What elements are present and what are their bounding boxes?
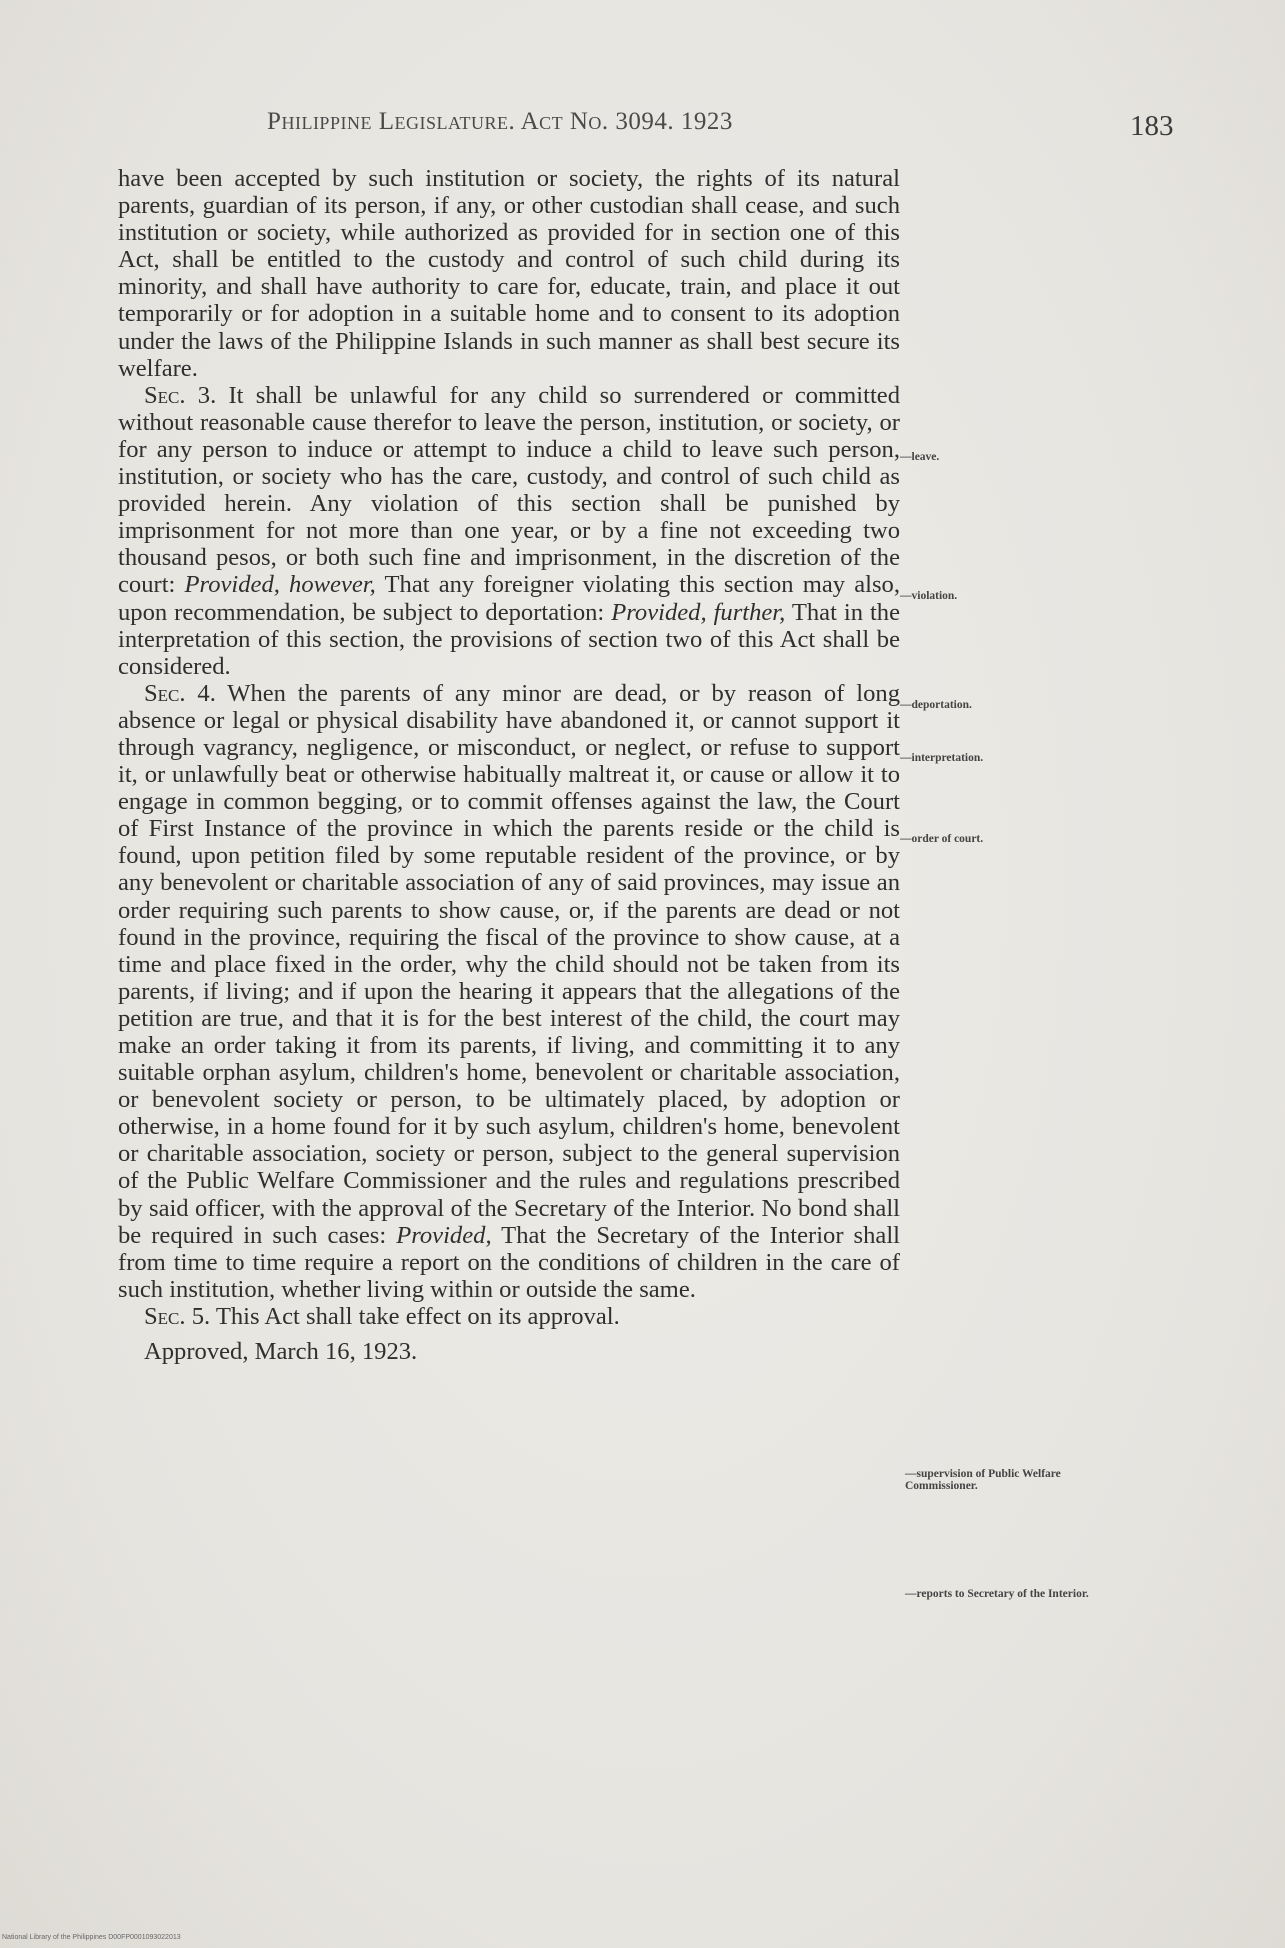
- margin-note-reports: —reports to Secretary of the Interior.: [905, 1588, 1089, 1600]
- section-3-text-a: It shall be unlawful for any child so surrendered or committed without reasonable cause therefor to leave the person, institution, or society, or for any person to induce or attempt to induce a child to leave such person, institution, or society who has the care, custody, and control of such child as provided herein. Any violation of this section shall be punished by imprisonment for not more than one year, or by a fine not exceeding two thousand pesos, or both such fine and imprisonment, in the discretion of the court:: [118, 381, 900, 599]
- margin-note-supervision: —supervision of Public Welfare Commissioner.: [905, 1468, 1061, 1492]
- section-4-text-b: That the Secretary of the Interior shall from time to time require a report on the conditions of children in the care of such institution, whether living within or outside the same.: [118, 1221, 900, 1303]
- section-3-proviso-1: Provided, however,: [184, 571, 376, 599]
- scan-source-line: National Library of the Philippines D00FP0001093022013: [2, 1934, 181, 1941]
- margin-note-violation: —violation.: [900, 590, 958, 602]
- section-3-text-c: That in the interpretation of this section, the provisions of section two of this Act shall be considered.: [118, 598, 900, 680]
- section-3-label: Sec. 3.: [144, 381, 217, 409]
- page-number: 183: [1130, 110, 1174, 142]
- approval-date: Approved, March 16, 1923.: [144, 1338, 418, 1366]
- body-text: [118, 165, 900, 1365]
- margin-note-interpretation: —interpretation.: [900, 752, 984, 764]
- section-4-proviso: Provided,: [396, 1221, 492, 1249]
- section-3-proviso-2: Provided, further,: [611, 598, 786, 626]
- section-5-paragraph: [118, 1303, 900, 1330]
- section-4-label: Sec. 4.: [144, 679, 216, 707]
- section-3-paragraph: [118, 382, 900, 680]
- margin-note-deportation: —deportation.: [900, 699, 972, 711]
- section-4-paragraph: [118, 680, 900, 1303]
- section-4-text-a: When the parents of any minor are dead, or by reason of long absence or legal or physical disability have abandoned it, or cannot support it through vagrancy, negligence, or misconduct, or neglect, or refuse to support it, or unlawfully beat or otherwise habitually maltreat it, or cause or allow it to engage in common begging, or to commit offenses against the law, the Court of First Instance of the province in which the parents reside or the child is found, upon petition filed by some reputable resident of the province, or by any benevolent or charitable association of any of said provinces, may issue an order requiring such parents to show cause, or, if the parents are dead or not found in the province, requiring the fiscal of the province to show cause, at a time and place fixed in the order, why the child should not be taken from its parents, if living; and if upon the hearing it appears that the allegations of the petition are true, and that it is for the best interest of the child, the court may make an order taking it from its parents, if living, and committing it to any suitable orphan asylum, children's home, benevolent or charitable association, or benevolent society or person, to be ultimately placed, by adoption or otherwise, in a home found for it by such asylum, children's home, benevolent or charitable association, society or person, subject to the general supervision of the Public Welfare Commissioner and the rules and regulations prescribed by said officer, with the approval of the Secretary of the Interior. No bond shall be required in such cases:: [118, 679, 900, 1249]
- section-5-text: This Act shall take effect on its approval.: [210, 1302, 620, 1330]
- margin-note-leave: —leave.: [900, 451, 940, 463]
- running-head: Philippine Legislature. Act No. 3094. 1923: [267, 108, 733, 135]
- section-5-label: Sec. 5.: [144, 1302, 211, 1330]
- margin-note-order-of-court: —order of court.: [900, 833, 984, 845]
- section-3-text-b: That any foreigner violating this section may also, upon recommendation, be subject to deportation:: [118, 571, 900, 626]
- paragraph-continuation: have been accepted by such institution or society, the rights of its natural parents, guardian of its person, if any, or other custodian shall cease, and such institution or society, while authorized as provided for in section one of this Act, shall be entitled to the custody and control of such child during its minority, and shall have authority to care for, educate, train, and place it out temporarily or for adoption in a suitable home and to consent to its adoption under the laws of the Philippine Islands in such manner as shall best secure its welfare.: [118, 165, 900, 382]
